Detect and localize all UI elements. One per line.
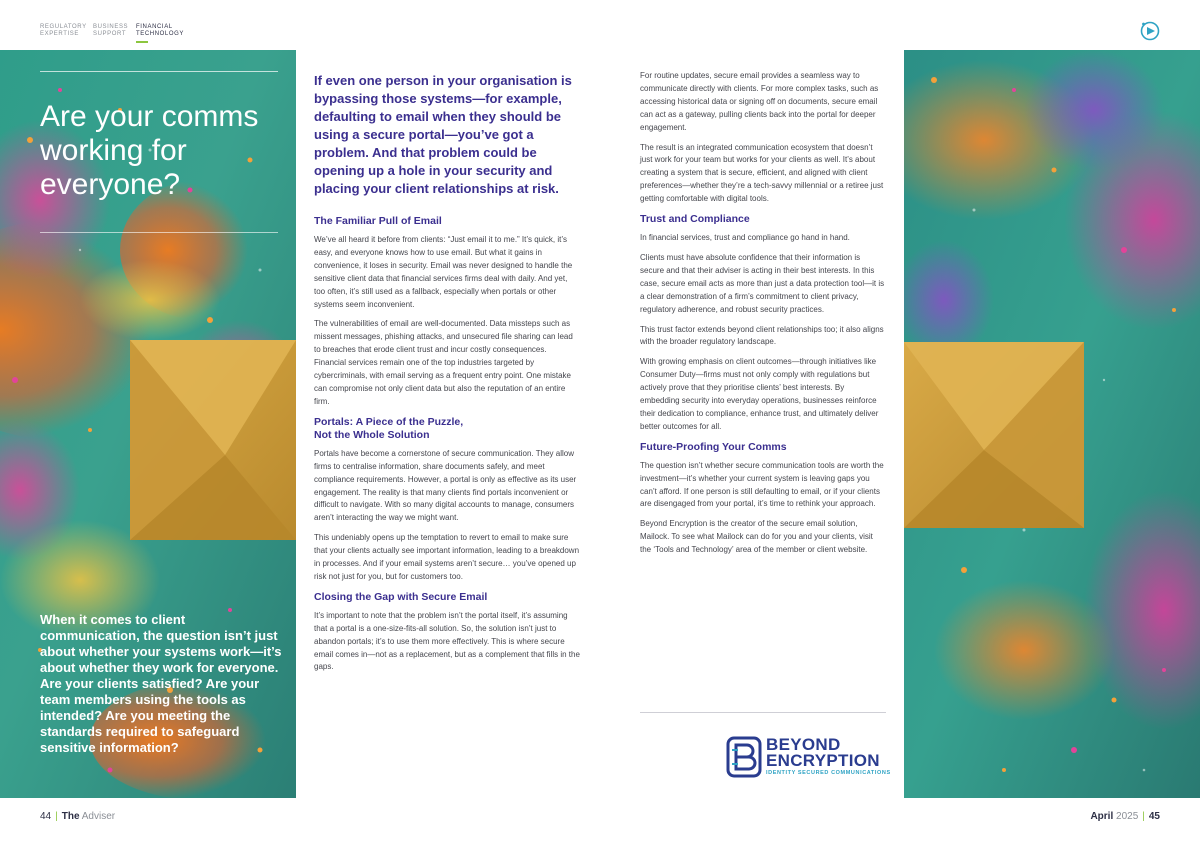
nav-item-regulatory-expertise[interactable] bbox=[40, 24, 94, 38]
footer-left bbox=[40, 811, 115, 822]
body-paragraph: Clients must have absolute confidence that their information is secure and that their adviser is acting in their best interests. In this case, secure email acts as more than just a data protection tool—it is a clear demonstration of a firm’s commitment to client privacy, regulatory adherence, and robust security practices. bbox=[640, 252, 885, 314]
body-paragraph: We’ve all heard it before from clients: “Just email it to me.” It’s quick, it’s easy, and everyone knows how to use email. But what it gains in convenience, it loses in security. Email was never designed to handle the sensitive client data that financial services firms deal with daily. And yet, too often, it’s still used as a fallback, especially when portals or other systems seem inconvenient. bbox=[314, 235, 573, 309]
section-heading: The Familiar Pull of Email bbox=[314, 215, 442, 227]
publication-name-prefix: The bbox=[61, 811, 80, 822]
publication-name: Adviser bbox=[81, 811, 116, 822]
magazine-logo-icon bbox=[1139, 20, 1161, 42]
body-paragraph: This undeniably opens up the temptation to revert to email to make sure that your clients actually see important information, leading to a breakdown in processes. And if your email systems aren’t secure… you’ve opened up risk not just for you, but for customers too. bbox=[314, 533, 580, 581]
page-title: Are your comms working for everyone? bbox=[40, 100, 259, 201]
page-number: 44 bbox=[40, 811, 52, 822]
body-paragraph: In financial services, trust and compliance go hand in hand. bbox=[640, 233, 850, 243]
active-indicator bbox=[136, 41, 148, 43]
body-paragraph: The result is an integrated communication ecosystem that doesn’t just work for your team but works for your clients as well. It’s about creating a system that is secure, efficient, and aligned with client preferences—whether they’re a tech-savvy millennial or a retiree just getting comfortable with digital tools. bbox=[640, 142, 884, 204]
body-paragraph: This trust factor extends beyond client relationships too; it also aligns with the broader regulatory landscape. bbox=[640, 324, 884, 347]
divider bbox=[40, 71, 278, 72]
body-paragraph: It’s important to note that the problem isn’t the portal itself, it’s assuming that a portal is a one-size-fits-all solution. So, the solution isn’t just to abandon portals; it’s to use them more effectively. This is where secure email comes in—not as a replacement, but as a complement that fills in the gaps. bbox=[314, 610, 580, 672]
hero-image-panel bbox=[0, 50, 296, 798]
body-paragraph: The question isn’t whether secure communication tools are worth the investment—it’s whether your current system is leaving gaps you can’t afford. If one person is still defaulting to email, or if your clients are disengaged from your portal, it’s time to rethink your approach. bbox=[640, 460, 884, 509]
heading-line: Portals: A Piece of the Puzzle, bbox=[314, 415, 464, 428]
body-paragraph: With growing emphasis on client outcomes—through initiatives like Consumer Duty—firms must not only comply with regulations but actively prove that they prioritise clients’ best interests. By embedding security into everyday operations, businesses reinforce their dedication to compliance, enhance trust, and ultimately deliver better outcomes for all. bbox=[640, 357, 879, 431]
footer-right bbox=[1090, 811, 1160, 822]
page-footer bbox=[0, 798, 1200, 849]
body-paragraph: Portals have become a cornerstone of secure communication. They allow firms to centralise information, share documents safely, and meet compliance requirements. However, a portal is only as effective as its user engagement. The reality is that many clients find portals inconvenient or difficult to navigate. With so many digital accounts to manage, consumers aren’t interacting the way we might want. bbox=[314, 448, 577, 523]
nav-item-line: REGULATORY bbox=[40, 24, 87, 30]
section-heading: Trust and Compliance bbox=[640, 213, 750, 226]
page-number: 45 bbox=[1148, 811, 1160, 822]
paint-splash-envelope-illustration bbox=[904, 50, 1200, 798]
logo-wordmark: BEYOND bbox=[766, 735, 841, 754]
section-heading: Future-Proofing Your Comms bbox=[640, 440, 787, 453]
article-column-left bbox=[296, 50, 598, 798]
article-column-right bbox=[622, 50, 904, 798]
issue-month: April bbox=[1090, 811, 1114, 822]
pull-quote: If even one person in your organisation is bypassing those systems—for example, defaulting to email when they should be using a secure portal—you’ve got a problem. And that problem could be opening up a hole in your security and placing your client relationships at risk. bbox=[314, 73, 572, 196]
beyond-encryption-mark-icon bbox=[726, 736, 762, 778]
nav-item-line: EXPERTISE bbox=[40, 31, 79, 37]
divider bbox=[40, 232, 278, 233]
section-nav bbox=[0, 0, 1200, 50]
intro-paragraph: When it comes to client communication, the question isn’t just about whether your systems work—it’s about whether they work for everyone. Are your clients satisfied? Are your team members using the tools as intended? Are you meeting the standards required to safeguard sensitive information? bbox=[40, 612, 282, 755]
decorative-image-panel bbox=[904, 50, 1200, 798]
issue-year: 2025 bbox=[1116, 811, 1139, 822]
nav-item-line: TECHNOLOGY bbox=[136, 31, 185, 37]
heading-line: Not the Whole Solution bbox=[314, 428, 430, 441]
footer-separator: | bbox=[1142, 811, 1145, 822]
section-heading: Closing the Gap with Secure Email bbox=[314, 590, 488, 603]
logo-tagline: IDENTITY SECURED COMMUNICATIONS bbox=[766, 770, 891, 776]
nav-item-financial-technology[interactable] bbox=[136, 24, 190, 43]
nav-item-line: FINANCIAL bbox=[136, 24, 173, 30]
nav-item-line: SUPPORT bbox=[93, 31, 127, 37]
footer-separator: | bbox=[55, 811, 58, 822]
beyond-encryption-logo bbox=[726, 736, 896, 782]
body-paragraph: The vulnerabilities of email are well-documented. Data missteps such as missent messages, phishing attacks, and unsecured file sharing can lead to breaches that erode client trust and incur costly consequences. Financial services remain one of the top industries targeted by cybercriminals, with email serving as a frequent entry point. One mistake can compromise not only client data but also the reputation of an entire firm. bbox=[314, 319, 573, 406]
nav-item-line: BUSINESS bbox=[93, 24, 129, 30]
logo-wordmark: ENCRYPTION bbox=[766, 751, 880, 770]
divider bbox=[640, 712, 886, 713]
section-heading bbox=[314, 416, 580, 442]
body-paragraph: Beyond Encryption is the creator of the secure email solution, Mailock. To see what Mailock can do for you and your clients, visit the ‘Tools and Technology’ area of the member or client website. bbox=[640, 519, 873, 555]
body-paragraph: For routine updates, secure email provides a seamless way to communicate directly with clients. For more complex tasks, such as accessing historical data or signing off on documents, secure email can act as a gateway, pulling clients back into the portal for deeper engagement. bbox=[640, 71, 879, 132]
